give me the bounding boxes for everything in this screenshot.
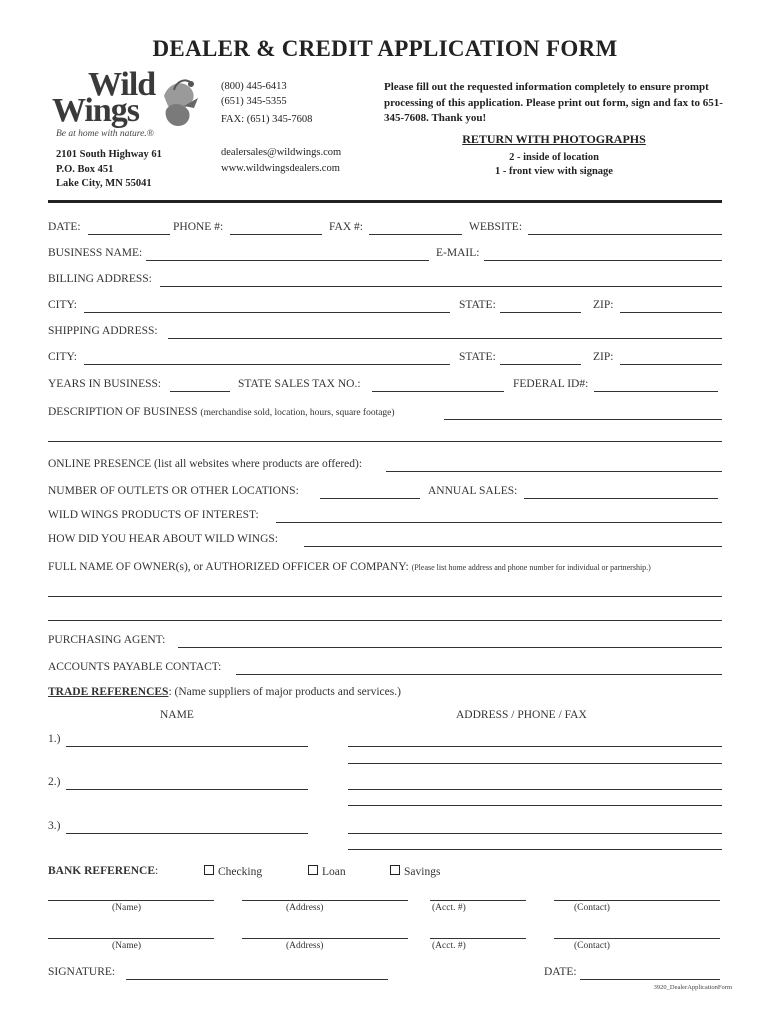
ref-2-address-field[interactable]	[348, 789, 722, 790]
trade-ref-1b	[48, 750, 722, 768]
signature-date-label: DATE:	[544, 966, 577, 978]
name-caption: (Name)	[112, 941, 142, 951]
owner-label-group	[48, 561, 651, 573]
savings-checkbox[interactable]	[390, 865, 400, 875]
ref-1-label: 1.)	[48, 733, 61, 745]
ref-1-address-field[interactable]	[348, 746, 722, 747]
accounts-payable-label: ACCOUNTS PAYABLE CONTACT:	[48, 661, 222, 673]
sales-tax-label: STATE SALES TAX NO.:	[238, 378, 361, 390]
ref-3-address-field[interactable]	[348, 833, 722, 834]
bank-captions-1	[48, 903, 722, 921]
return-line: 2 - inside of location	[509, 152, 599, 163]
bank-1-contact-field[interactable]	[554, 900, 720, 901]
date-field[interactable]	[88, 234, 170, 235]
name-column-header: NAME	[160, 709, 194, 721]
checking-checkbox[interactable]	[204, 865, 214, 875]
description-label-group	[48, 406, 395, 418]
zip-label: ZIP:	[593, 351, 614, 363]
checking-option[interactable]	[204, 865, 262, 878]
bank-2-contact-field[interactable]	[554, 938, 720, 939]
billing-address-label: BILLING ADDRESS:	[48, 273, 152, 285]
owner-field-2[interactable]	[48, 620, 722, 621]
description-field[interactable]	[444, 419, 722, 420]
description-row	[48, 406, 722, 424]
address-caption: (Address)	[286, 941, 324, 951]
contact-row	[48, 221, 722, 239]
logo-word-top: Wild	[88, 66, 156, 103]
trade-ref-2b	[48, 792, 722, 810]
loan-checkbox[interactable]	[308, 865, 318, 875]
acct-caption: (Acct. #)	[432, 941, 466, 951]
address-line: Lake City, MN 55041	[56, 178, 152, 189]
savings-label: Savings	[404, 866, 441, 878]
bank-1-name-field[interactable]	[48, 900, 214, 901]
description-field-2[interactable]	[48, 441, 722, 442]
outlets-field[interactable]	[320, 498, 420, 499]
logo-word-bottom: Wings	[52, 92, 139, 129]
ref-3-name-field[interactable]	[66, 833, 308, 834]
billing-city-row	[48, 299, 722, 317]
trade-ref-1	[48, 733, 722, 751]
products-label: WILD WINGS PRODUCTS OF INTEREST:	[48, 509, 259, 521]
purchasing-agent-label: PURCHASING AGENT:	[48, 634, 166, 646]
shipping-address-field[interactable]	[168, 338, 722, 339]
accounts-payable-field[interactable]	[236, 674, 722, 675]
purchasing-row	[48, 634, 722, 652]
bank-2-acct-field[interactable]	[430, 938, 526, 939]
shipping-state-field[interactable]	[500, 364, 581, 365]
billing-zip-field[interactable]	[620, 312, 722, 313]
signature-label: SIGNATURE:	[48, 966, 116, 978]
city-label: CITY:	[48, 351, 77, 363]
annual-sales-field[interactable]	[524, 498, 718, 499]
signature-row	[48, 966, 722, 984]
address-line: P.O. Box 451	[56, 163, 114, 175]
federal-id-field[interactable]	[594, 391, 718, 392]
bank-reference-label: BANK REFERENCE	[48, 865, 156, 877]
bank-2-address-field[interactable]	[242, 938, 408, 939]
website-field[interactable]	[528, 234, 722, 235]
ref-3-label: 3.)	[48, 820, 61, 832]
shipping-city-row	[48, 351, 722, 369]
trade-ref-3b	[48, 836, 722, 854]
return-photos-block	[384, 132, 724, 179]
owner-line-1	[48, 583, 722, 601]
owner-field-1[interactable]	[48, 596, 722, 597]
shipping-city-field[interactable]	[84, 364, 450, 365]
annual-sales-label: ANNUAL SALES:	[428, 485, 518, 497]
bank-1-acct-field[interactable]	[430, 900, 526, 901]
form-code: 3920_DealerApplicationForm	[653, 984, 732, 991]
phone-number-2: (651) 345-5355	[221, 96, 287, 107]
bank-reference-row	[48, 865, 722, 883]
ref-2-name-field[interactable]	[66, 789, 308, 790]
bank-reference-colon: :	[155, 865, 159, 877]
shipping-address-label: SHIPPING ADDRESS:	[48, 325, 158, 337]
bank-captions-2	[48, 941, 722, 959]
ref-1-name-field[interactable]	[66, 746, 308, 747]
duck-icon	[154, 76, 202, 132]
owner-line-2	[48, 607, 722, 625]
fax-field[interactable]	[369, 234, 462, 235]
products-field[interactable]	[276, 522, 722, 523]
years-field[interactable]	[170, 391, 230, 392]
signature-date-field[interactable]	[580, 979, 720, 980]
website-address[interactable]: www.wildwingsdealers.com	[221, 163, 340, 174]
savings-option[interactable]	[390, 865, 440, 878]
owner-label: FULL NAME OF OWNER(s), or AUTHORIZED OFFICER OF COMPANY:	[48, 561, 409, 573]
date-label: DATE:	[48, 221, 81, 233]
company-address	[56, 148, 162, 192]
ref-1-address-field-2[interactable]	[348, 763, 722, 764]
loan-option[interactable]	[308, 865, 346, 878]
checking-label: Checking	[218, 866, 263, 878]
description-row-2	[48, 428, 722, 446]
return-header: RETURN WITH PHOTOGRAPHS	[462, 132, 646, 146]
ref-3-address-field-2[interactable]	[348, 849, 722, 850]
email-label: E-MAIL:	[436, 247, 480, 259]
shipping-zip-field[interactable]	[620, 364, 722, 365]
zip-label: ZIP:	[593, 299, 614, 311]
address-line: 2101 South Highway 61	[56, 149, 162, 160]
business-name-field[interactable]	[146, 260, 429, 261]
form-title: DEALER & CREDIT APPLICATION FORM	[152, 36, 618, 61]
business-row	[48, 247, 722, 265]
heard-row	[48, 533, 722, 551]
online-presence-field[interactable]	[386, 471, 722, 472]
billing-address-field[interactable]	[160, 286, 722, 287]
online-row	[48, 458, 722, 476]
header-divider	[48, 200, 722, 203]
address-caption: (Address)	[286, 903, 324, 913]
online-presence-label: ONLINE PRESENCE (list all websites where products are offered):	[48, 458, 363, 470]
state-label: STATE:	[459, 299, 496, 311]
purchasing-agent-field[interactable]	[178, 647, 722, 648]
billing-row	[48, 273, 722, 291]
city-label: CITY:	[48, 299, 77, 311]
sales-tax-field[interactable]	[372, 391, 504, 392]
phone-number-1: (800) 445-6413	[221, 81, 287, 92]
owner-row	[48, 561, 722, 579]
address-column-header: ADDRESS / PHONE / FAX	[456, 709, 587, 721]
phone-label: PHONE #:	[173, 221, 224, 233]
fax-number: FAX: (651) 345-7608	[221, 114, 313, 125]
email-field[interactable]	[484, 260, 722, 261]
bank-1-address-field[interactable]	[242, 900, 408, 901]
name-caption: (Name)	[112, 903, 142, 913]
trade-references-label: TRADE REFERENCES	[48, 686, 169, 698]
contact-caption: (Contact)	[574, 903, 610, 913]
tagline: Be at home with nature.®	[56, 129, 154, 139]
ref-2-label: 2.)	[48, 776, 61, 788]
email-address[interactable]: dealersales@wildwings.com	[221, 147, 342, 158]
trade-refs-group	[48, 686, 401, 698]
owner-note: (Please list home address and phone number for individual or partnership.)	[411, 563, 651, 572]
business-name-label: BUSINESS NAME:	[48, 247, 143, 259]
billing-state-field[interactable]	[500, 312, 581, 313]
billing-city-field[interactable]	[84, 312, 450, 313]
federal-id-label: FEDERAL ID#:	[513, 378, 589, 390]
return-line: 1 - front view with signage	[495, 166, 613, 177]
state-label: STATE:	[459, 351, 496, 363]
website-label: WEBSITE:	[469, 221, 523, 233]
bank-2-name-field[interactable]	[48, 938, 214, 939]
fax-label: FAX #:	[329, 221, 363, 233]
bank-ref-group	[48, 865, 158, 877]
outlets-row	[48, 485, 722, 503]
years-label: YEARS IN BUSINESS:	[48, 378, 162, 390]
contact-caption: (Contact)	[574, 941, 610, 951]
description-label: DESCRIPTION OF BUSINESS	[48, 406, 198, 418]
phone-field[interactable]	[230, 234, 322, 235]
signature-field[interactable]	[126, 979, 388, 980]
loan-label: Loan	[322, 866, 346, 878]
acct-caption: (Acct. #)	[432, 903, 466, 913]
ref-2-address-field-2[interactable]	[348, 805, 722, 806]
heard-label: HOW DID YOU HEAR ABOUT WILD WINGS:	[48, 533, 278, 545]
shipping-row	[48, 325, 722, 343]
description-note: (merchandise sold, location, hours, square footage)	[200, 408, 395, 418]
trade-columns	[48, 709, 722, 727]
trade-references-header	[48, 686, 722, 704]
heard-field[interactable]	[304, 546, 722, 547]
outlets-label: NUMBER OF OUTLETS OR OTHER LOCATIONS:	[48, 485, 299, 497]
business-details-row	[48, 378, 722, 396]
accounts-payable-row	[48, 661, 722, 679]
instructions-text: Please fill out the requested information completely to ensure prompt processing of this application. Please print out form, sign and fax to 651-345-7608. Thank you!	[384, 81, 723, 124]
products-row	[48, 509, 722, 527]
trade-references-note: : (Name suppliers of major products and services.)	[168, 686, 401, 698]
